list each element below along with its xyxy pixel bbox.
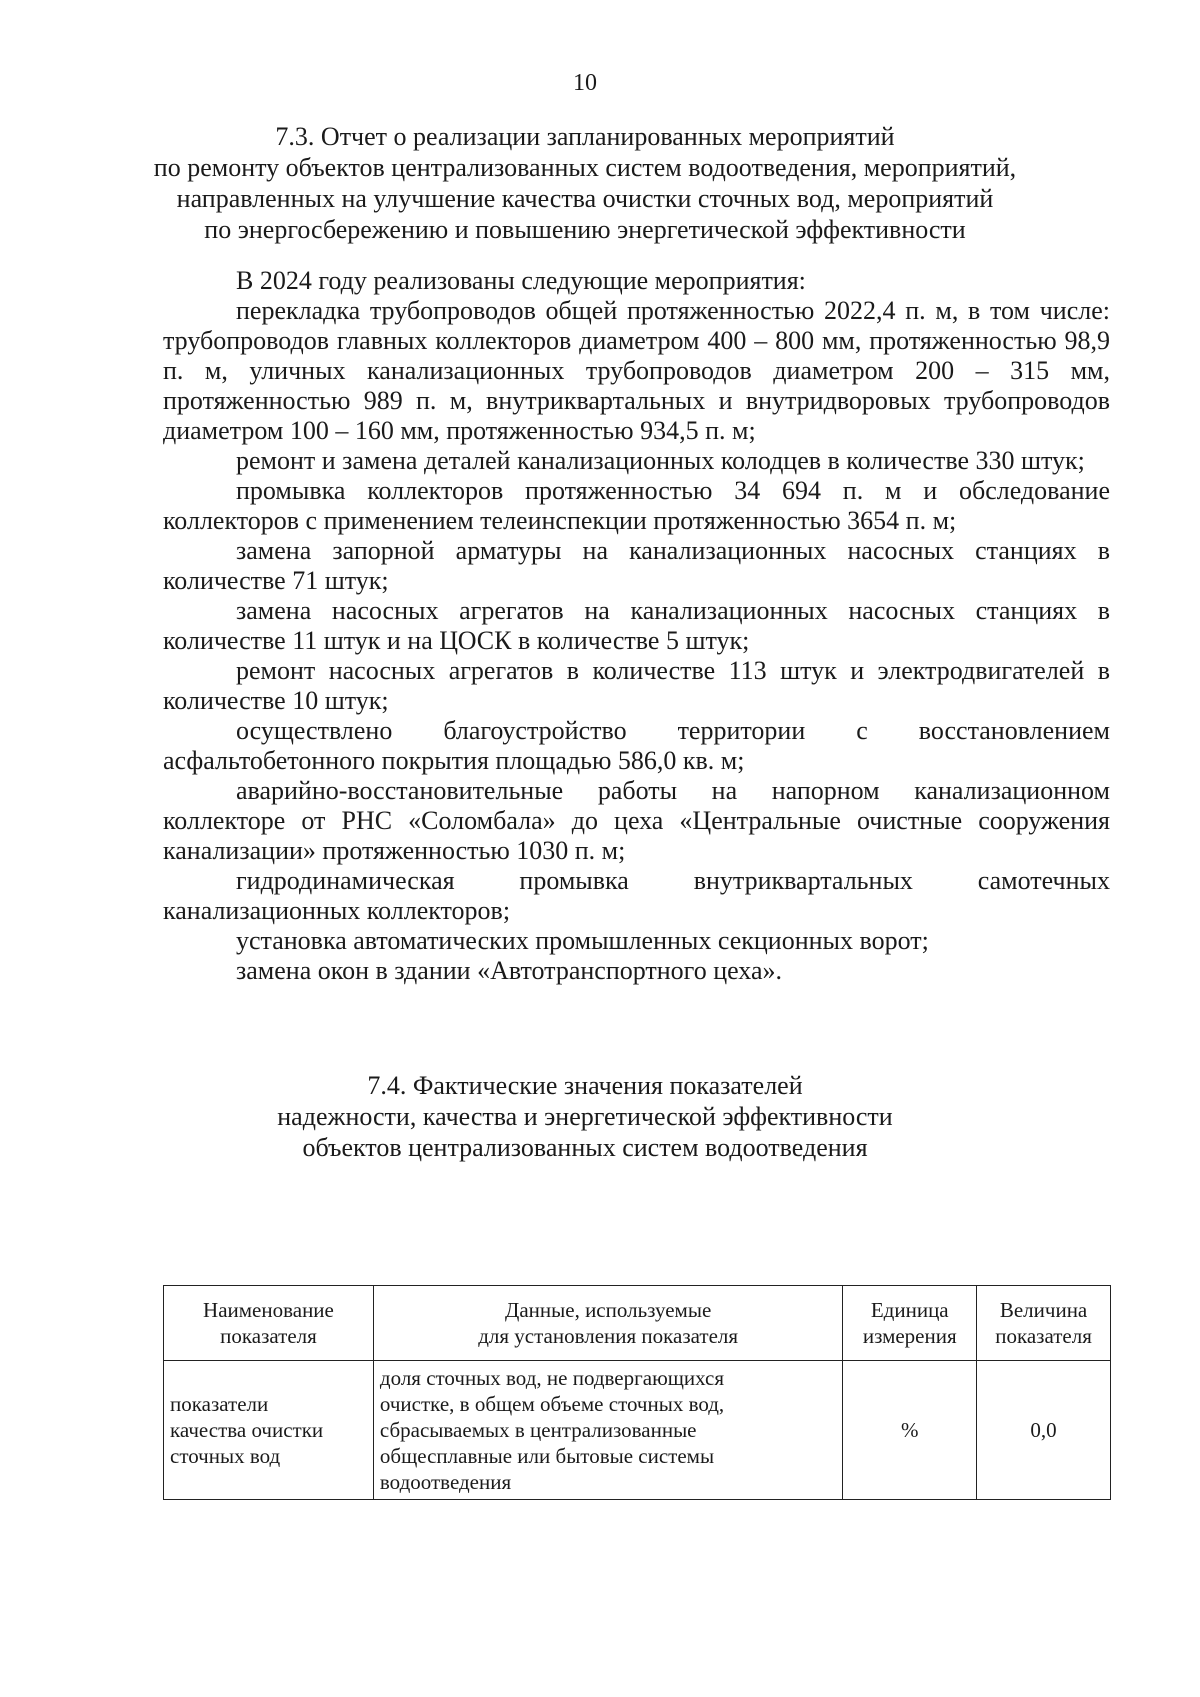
page-number: 10: [573, 70, 597, 96]
cell-unit: %: [843, 1361, 977, 1500]
header-value: Величина показателя: [977, 1286, 1111, 1361]
heading-line: по ремонту объектов централизованных систем водоотведения, мероприятий,: [153, 153, 1017, 182]
heading-line: объектов централизованных систем водоотведения: [302, 1133, 868, 1162]
list-item: аварийно-восстановительные работы на напорном канализационном коллекторе от РНС «Соломбала» до цеха «Центральные очистные сооружения канализации» протяженностью 1030 п. м;: [163, 776, 1110, 865]
list-item: ремонт и замена деталей канализационных колодцев в количестве 330 штук;: [236, 446, 1085, 475]
cell-value: 0,0: [977, 1361, 1111, 1500]
list-item: промывка коллекторов протяженностью 34 694 п. м и обследование коллекторов с применением телеинспекции протяженностью 3654 п. м;: [163, 476, 1110, 535]
list-item: замена запорной арматуры на канализационных насосных станциях в количестве 71 штук;: [163, 536, 1110, 595]
heading-line: надежности, качества и энергетической эффективности: [277, 1102, 893, 1131]
list-item: ремонт насосных агрегатов в количестве 113 штук и электродвигателей в количестве 10 штук;: [163, 656, 1110, 715]
section-7-4-heading: [140, 1070, 1030, 1163]
cell-indicator-name: показатели качества очистки сточных вод: [164, 1361, 374, 1500]
cell-indicator-source: доля сточных вод, не подвергающихся очистке, в общем объеме сточных вод, сбрасываемых в централизованные общесплавные или бытовые системы водоотведения: [373, 1361, 842, 1500]
header-source: Данные, используемые для установления показателя: [373, 1286, 842, 1361]
heading-line: 7.4. Фактические значения показателей: [367, 1071, 803, 1100]
list-item: осуществлено благоустройство территории с восстановлением асфальтобетонного покрытия площадью 586,0 кв. м;: [163, 716, 1110, 775]
indicators-table: [163, 1285, 1111, 1500]
table-row: [164, 1361, 1111, 1500]
list-item: установка автоматических промышленных секционных ворот;: [236, 926, 929, 955]
section-7-3-heading: [140, 121, 1030, 245]
section-7-3-body: [163, 266, 1110, 986]
heading-line: 7.3. Отчет о реализации запланированных мероприятий: [275, 122, 895, 151]
heading-line: по энергосбережению и повышению энергетической эффективности: [204, 215, 966, 244]
heading-line: направленных на улучшение качества очистки сточных вод, мероприятий: [176, 184, 994, 213]
table-header-row: [164, 1286, 1111, 1361]
list-item: перекладка трубопроводов общей протяженностью 2022,4 п. м, в том числе: трубопроводов главных коллекторов диаметром 400 – 800 мм, протяженностью 98,9 п. м, уличных канализационных трубопроводов диаметром 200 – 315 мм, протяженностью 989 п. м, внутриквартальных и внутридворовых трубопроводов диаметром 100 – 160 мм, протяженностью 934,5 п. м;: [163, 296, 1110, 445]
list-item: гидродинамическая промывка внутриквартальных самотечных канализационных коллекторов;: [163, 866, 1110, 925]
intro-paragraph: В 2024 году реализованы следующие мероприятия:: [236, 266, 806, 295]
list-item: замена насосных агрегатов на канализационных насосных станциях в количестве 11 штук и на ЦОСК в количестве 5 штук;: [163, 596, 1110, 655]
header-name: Наименование показателя: [164, 1286, 374, 1361]
list-item: замена окон в здании «Автотранспортного цеха».: [236, 956, 782, 985]
header-unit: Единица измерения: [843, 1286, 977, 1361]
